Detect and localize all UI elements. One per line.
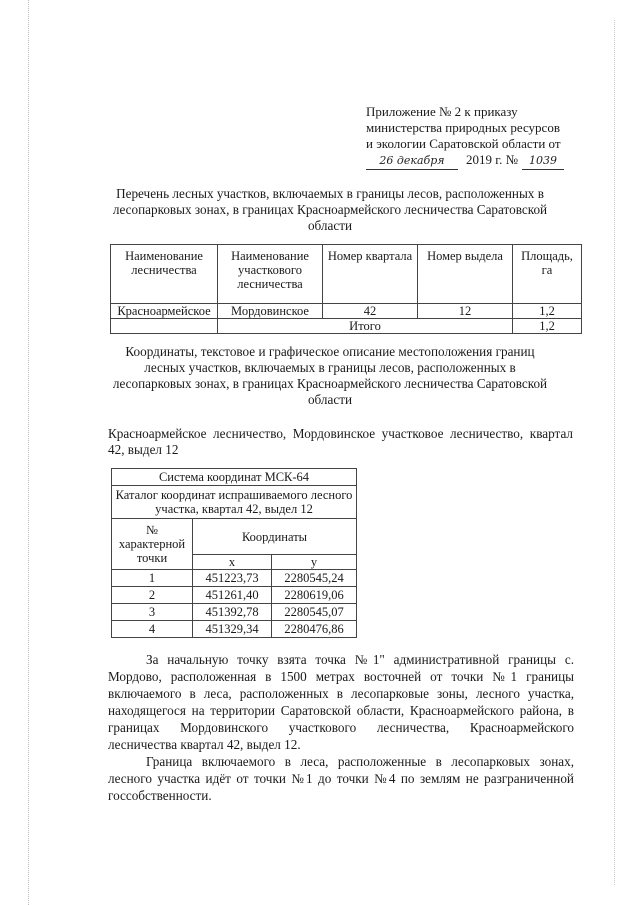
table-header-row [111, 245, 582, 304]
appendix-header [366, 104, 586, 170]
table-row [112, 570, 357, 587]
coord-header-row [112, 519, 357, 555]
table-total-row [111, 319, 582, 334]
coord-catalog: Каталог координат испрашиваемого лесного участка, квартал 42, выдел 12 [112, 486, 357, 519]
table-row [111, 304, 582, 319]
point-number: 3 [112, 604, 193, 621]
forest-list-title: Перечень лесных участков, включаемых в границы лесов, расположенных в лесопарковых зонах, в границах Красноармейского лесничества Саратовской области [112, 186, 548, 233]
header-area: Площадь, га [513, 245, 582, 304]
forest-plots-table [110, 244, 582, 334]
point-x: 451261,40 [193, 587, 272, 604]
cell-plot-number: 12 [418, 304, 513, 319]
point-y: 2280545,07 [272, 604, 357, 621]
header-forestry: Наименование лесничества [111, 245, 218, 304]
table-row [112, 621, 357, 638]
coord-system: Система координат МСК-64 [112, 469, 357, 486]
handwritten-date: 26 декабря [366, 153, 458, 170]
cell-quarter-number: 42 [323, 304, 418, 319]
point-y: 2280476,86 [272, 621, 357, 638]
point-x: 451329,34 [193, 621, 272, 638]
table-row [112, 587, 357, 604]
starting-point-paragraph: За начальную точку взята точка №1" административной границы с. Мордово, расположенная в 1500 метрах восточней от точки №1 границы включаемого в леса, расположенных в лесопарковые зоны, лесного участка, находящегося на территории Саратовской области, Красноармейского района, в границах Мордовинского участкового лесничества, Красноармейского лесничества квартал 42, выдел 12. [108, 652, 574, 752]
cell-forestry: Красноармейское [111, 304, 218, 319]
location-intro-text: Красноармейское лесничество, Мордовинское участковое лесничество, квартал 42, выдел 12 [108, 426, 573, 457]
boundary-paragraph: Граница включаемого в леса, расположенные в лесопарковых зонах, лесного участка идёт от точки №1 до точки №4 по землям не разграниченной госсобственности. [108, 754, 574, 803]
point-y: 2280619,06 [272, 587, 357, 604]
cell-total-area: 1,2 [513, 319, 582, 334]
table-row [112, 604, 357, 621]
point-x: 451223,73 [193, 570, 272, 587]
header-district-forestry: Наименование участкового лесничества [218, 245, 323, 304]
coordinates-table [111, 468, 357, 638]
appendix-line-1: Приложение № 2 к приказу [366, 104, 518, 119]
coord-system-row [112, 469, 357, 486]
appendix-line-3: и экологии Саратовской области от [366, 136, 561, 151]
coordinates-description-title: Координаты, текстовое и графическое описание местоположения границ лесных участков, включаемых в границы лесов, расположенных в лесопарковых зонах, в границах Красноармейского лесничества Саратовской области [112, 344, 548, 407]
appendix-year: 2019 г. № [466, 152, 519, 167]
point-number: 2 [112, 587, 193, 604]
header-plot-number: Номер выдела [418, 245, 513, 304]
header-y: y [272, 555, 357, 570]
cell-total-label: Итого [218, 319, 513, 334]
cell-area: 1,2 [513, 304, 582, 319]
point-x: 451392,78 [193, 604, 272, 621]
header-coordinates: Координаты [193, 519, 357, 555]
header-quarter-number: Номер квартала [323, 245, 418, 304]
catalog-row [112, 486, 357, 519]
cell-empty [111, 319, 218, 334]
point-number: 1 [112, 570, 193, 587]
appendix-date-line [366, 152, 586, 170]
header-point-number: № характерной точки [112, 519, 193, 570]
handwritten-order-number: 1039 [522, 153, 564, 170]
point-number: 4 [112, 621, 193, 638]
header-x: x [193, 555, 272, 570]
appendix-line-2: министерства природных ресурсов [366, 120, 560, 135]
cell-district-forestry: Мордовинское [218, 304, 323, 319]
point-y: 2280545,24 [272, 570, 357, 587]
